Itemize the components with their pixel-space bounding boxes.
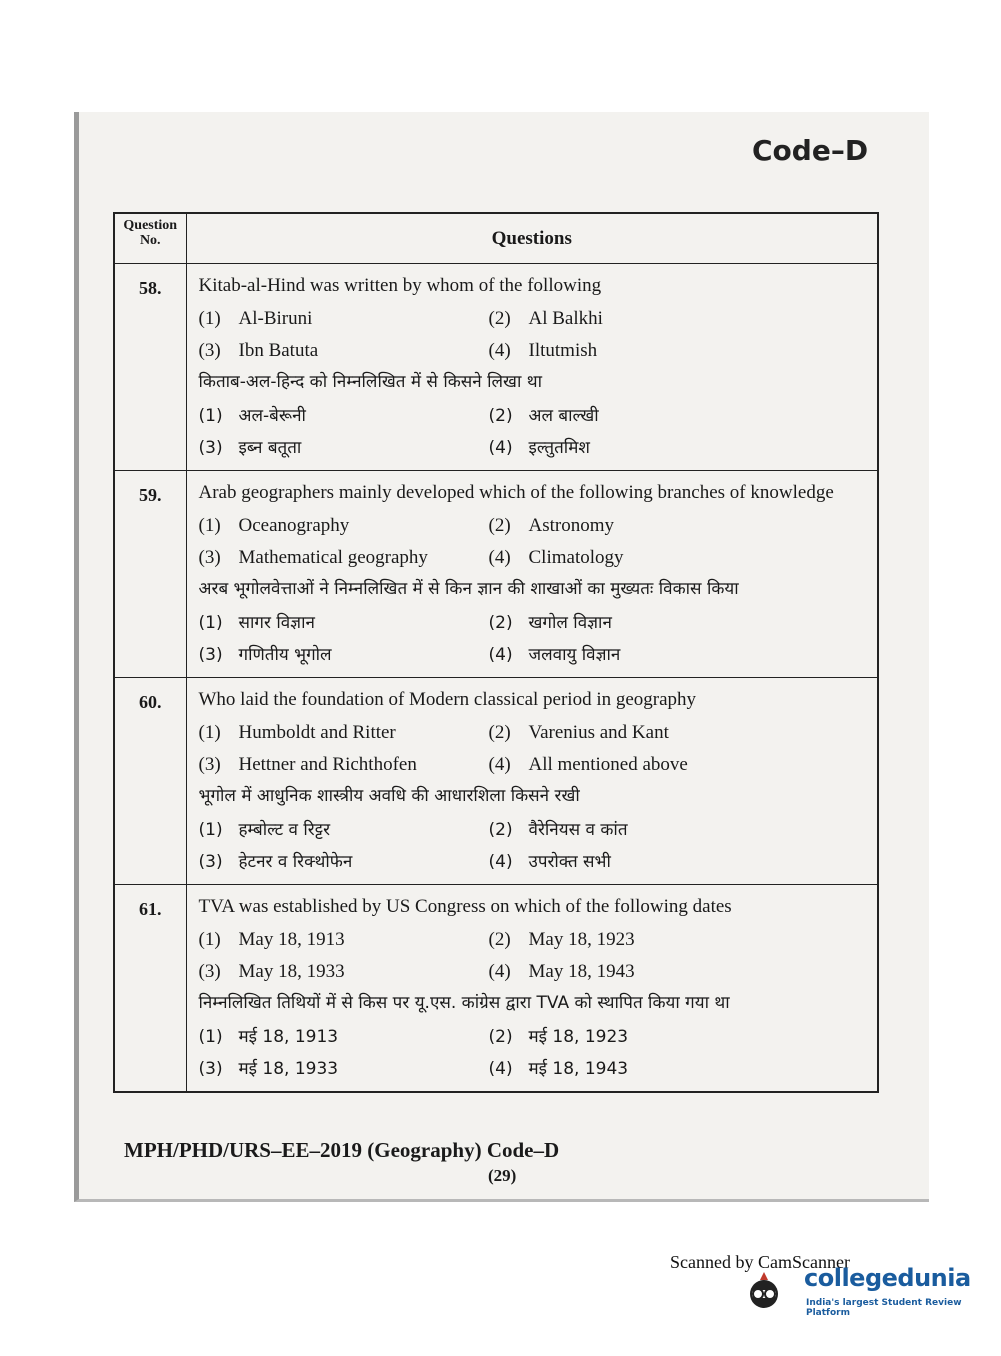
option-number: (2)	[488, 929, 511, 950]
option-number: (1)	[198, 1027, 223, 1047]
option	[489, 848, 872, 876]
question-row	[114, 264, 878, 471]
option	[489, 402, 872, 430]
option-number: (2)	[488, 406, 513, 426]
option	[489, 958, 872, 986]
option-number: (1)	[198, 820, 223, 840]
option	[199, 1023, 489, 1051]
question-row	[114, 471, 878, 678]
option	[199, 1055, 489, 1083]
option	[199, 751, 489, 779]
option-text: मई 18, 1923	[528, 1027, 629, 1047]
option-number: (4)	[488, 1059, 513, 1079]
option-text: उपरोक्त सभी	[528, 852, 611, 872]
question-text-en: Who laid the foundation of Modern classical period in geography	[198, 689, 697, 710]
option	[199, 816, 489, 844]
option-number: (2)	[488, 308, 511, 329]
page-number: (29)	[488, 1166, 517, 1185]
collegedunia-brand: collegedunia	[804, 1264, 971, 1292]
option-text: May 18, 1933	[238, 961, 345, 982]
option	[489, 926, 872, 954]
option-text: Oceanography	[238, 515, 350, 536]
option-number: (1)	[198, 722, 221, 743]
option	[199, 512, 489, 540]
question-text-hi: किताब-अल-हिन्द को निम्नलिखित में से किसने लिखा था	[198, 372, 543, 392]
option-number: (1)	[198, 406, 223, 426]
option-text: May 18, 1943	[528, 961, 635, 982]
option-number: (2)	[488, 722, 511, 743]
option-text: May 18, 1913	[238, 929, 345, 950]
collegedunia-tagline: India's largest Student Review Platform	[806, 1298, 962, 1318]
option-text: Al Balkhi	[528, 308, 603, 329]
table-header	[114, 213, 878, 264]
option-text: इल्तुतमिश	[528, 438, 590, 458]
option	[489, 641, 872, 669]
option-text: Ibn Batuta	[238, 340, 319, 361]
options-hi	[199, 609, 872, 669]
option-number: (3)	[198, 754, 221, 775]
option-text: Climatology	[528, 547, 624, 568]
option-number: (1)	[198, 929, 221, 950]
option-text: Varenius and Kant	[528, 722, 669, 743]
option	[489, 434, 872, 462]
option-text: इब्न बतूता	[238, 438, 302, 458]
question-text-en: Arab geographers mainly developed which of the following branches of knowledge	[198, 482, 834, 503]
options-en	[199, 305, 872, 365]
options-en	[199, 926, 872, 986]
option-text: खगोल विज्ञान	[528, 613, 612, 633]
option-text: मई 18, 1943	[528, 1059, 629, 1079]
option-number: (3)	[198, 438, 223, 458]
question-number: 60.	[114, 678, 186, 885]
option-number: (1)	[198, 308, 221, 329]
question-body	[186, 471, 878, 678]
paper-code: Code–D	[752, 134, 869, 167]
question-body	[186, 885, 878, 1093]
option	[199, 402, 489, 430]
options-hi	[199, 1023, 872, 1083]
option-text: May 18, 1923	[528, 929, 635, 950]
option	[199, 337, 489, 365]
option-number: (1)	[198, 515, 221, 536]
header-question-no: Question No.	[114, 213, 186, 264]
option	[489, 751, 872, 779]
option-number: (4)	[488, 754, 511, 775]
option-text: Al-Biruni	[238, 308, 313, 329]
question-text-hi: अरब भूगोलवेत्ताओं ने निम्नलिखित में से किन ज्ञान की शाखाओं का मुख्यतः विकास किया	[198, 579, 739, 599]
option-text: Astronomy	[528, 515, 614, 536]
option	[489, 609, 872, 637]
option-text: Iltutmish	[528, 340, 598, 361]
option	[199, 926, 489, 954]
option	[199, 434, 489, 462]
option-number: (4)	[488, 645, 513, 665]
option-number: (4)	[488, 340, 511, 361]
option	[199, 958, 489, 986]
option-number: (3)	[198, 961, 221, 982]
options-hi	[199, 402, 872, 462]
option-number: (3)	[198, 852, 223, 872]
option-text: अल बाल्खी	[528, 406, 599, 426]
option-text: All mentioned above	[528, 754, 688, 775]
option	[199, 719, 489, 747]
question-row	[114, 885, 878, 1093]
option	[199, 641, 489, 669]
options-hi	[199, 816, 872, 876]
option-text: गणितीय भूगोल	[238, 645, 332, 665]
question-number: 58.	[114, 264, 186, 471]
option-text: Hettner and Richthofen	[238, 754, 417, 775]
option	[199, 848, 489, 876]
option-text: मई 18, 1933	[238, 1059, 339, 1079]
option-number: (3)	[198, 1059, 223, 1079]
option-text: Humboldt and Ritter	[238, 722, 396, 743]
exam-footer: MPH/PHD/URS–EE–2019 (Geography) Code–D	[124, 1138, 560, 1162]
option-number: (3)	[198, 547, 221, 568]
option	[199, 305, 489, 333]
option-number: (1)	[198, 613, 223, 633]
option	[489, 337, 872, 365]
option-text: वैरेनियस व कांत	[528, 820, 628, 840]
scanner-watermark: Scanned by CamScanner	[670, 1252, 850, 1272]
option	[199, 544, 489, 572]
option-text: जलवायु विज्ञान	[528, 645, 621, 665]
option	[489, 1023, 872, 1051]
question-text-en: Kitab-al-Hind was written by whom of the following	[198, 275, 602, 296]
header-questions: Questions	[186, 213, 878, 264]
options-en	[199, 512, 872, 572]
option-text: हम्बोल्ट व रिट्टर	[238, 820, 331, 840]
option	[489, 816, 872, 844]
option-number: (3)	[198, 340, 221, 361]
option-number: (4)	[488, 438, 513, 458]
question-text-hi: भूगोल में आधुनिक शास्त्रीय अवधि की आधारशिला किसने रखी	[198, 786, 580, 806]
option-text: अल-बेरूनी	[238, 406, 306, 426]
option-number: (4)	[488, 547, 511, 568]
question-row	[114, 678, 878, 885]
option-number: (2)	[488, 1027, 513, 1047]
option-text: हेटनर व रिक्थोफेन	[238, 852, 353, 872]
option	[489, 305, 872, 333]
option-number: (2)	[488, 515, 511, 536]
options-en	[199, 719, 872, 779]
option	[489, 512, 872, 540]
option	[489, 544, 872, 572]
questions-table	[113, 212, 879, 1093]
question-body	[186, 264, 878, 471]
option	[199, 609, 489, 637]
option-text: मई 18, 1913	[238, 1027, 339, 1047]
question-text-hi: निम्नलिखित तिथियों में से किस पर यू.एस. कांग्रेस द्वारा TVA को स्थापित किया गया था	[198, 993, 730, 1013]
question-body	[186, 678, 878, 885]
option	[489, 719, 872, 747]
option-number: (4)	[488, 852, 513, 872]
question-number: 59.	[114, 471, 186, 678]
option-number: (2)	[488, 820, 513, 840]
option-number: (2)	[488, 613, 513, 633]
question-number: 61.	[114, 885, 186, 1093]
question-text-en: TVA was established by US Congress on which of the following dates	[198, 896, 732, 917]
option-number: (3)	[198, 645, 223, 665]
option	[489, 1055, 872, 1083]
option-text: सागर विज्ञान	[238, 613, 315, 633]
option-text: Mathematical geography	[238, 547, 428, 568]
option-number: (4)	[488, 961, 511, 982]
